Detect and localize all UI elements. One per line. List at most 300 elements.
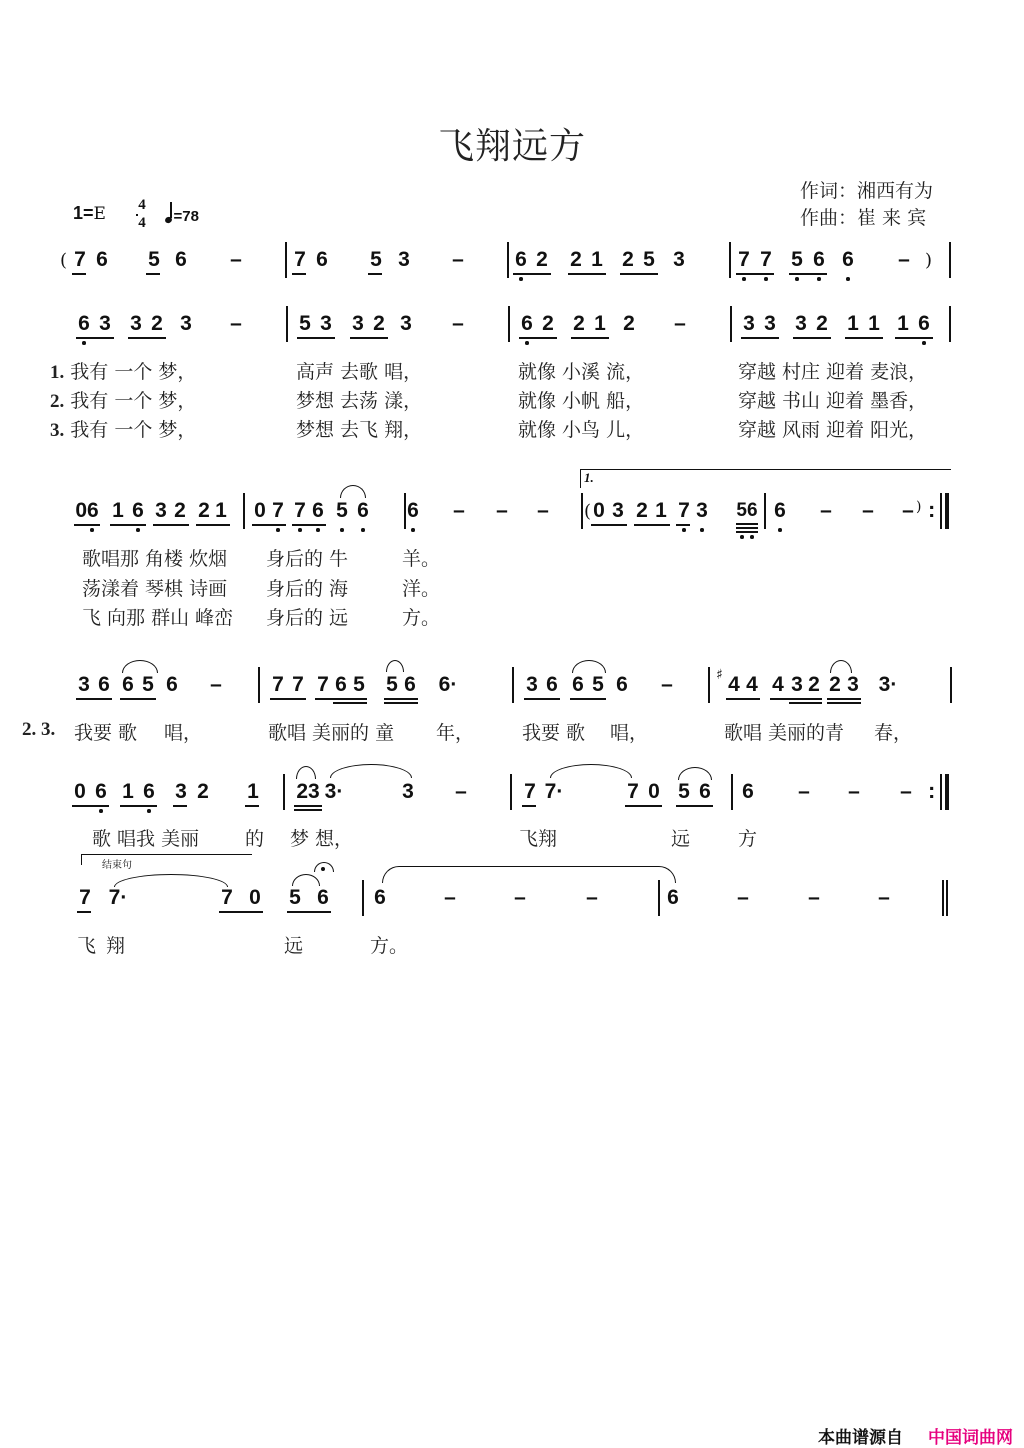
dash: – [453,499,465,522]
lyric-verse3-p1 [50,415,196,442]
beam [76,698,112,700]
low-dot [147,809,151,813]
final-barline [945,493,949,529]
volta-label: 1. [584,470,594,485]
note: 2 [829,673,841,696]
note: 1 [247,780,259,803]
tempo-value: =78 [173,208,199,225]
key-prefix: 1= [73,203,94,223]
lyric-verse1-p5: 歌唱那 角楼 炊烟 [82,548,228,570]
dash: – [878,886,890,909]
time-sig-divider [136,214,138,216]
slur [572,660,606,673]
note: 6 [357,499,369,522]
beam [384,698,418,700]
beam [252,524,286,526]
beam [524,698,560,700]
note: 7 [294,248,306,271]
note: 1 [215,499,227,522]
barline [950,667,952,703]
beam [128,337,166,339]
note: 2 [197,780,209,803]
slur [296,766,316,779]
note: 6 [546,673,558,696]
beam [519,337,557,339]
note-stem [170,202,172,218]
note: 1 [655,499,667,522]
composer-credit: 作曲：崔 来 宾 [800,207,927,229]
beam [297,337,335,339]
beam [736,531,758,533]
beam [292,524,326,526]
note: 7· [544,780,564,803]
note: 7· [108,886,128,909]
beam [219,911,263,913]
barline [285,242,287,278]
beam [173,805,187,807]
low-dot [750,535,754,539]
beam [76,337,114,339]
note: 6 [317,886,329,909]
note: 6 [774,499,786,522]
note: 6 [96,248,108,271]
dash: – [737,886,749,909]
lyric-chorus-b6: 方 [738,828,758,850]
note: 3 [526,673,538,696]
low-dot [795,277,799,281]
note: 5 [289,886,301,909]
note: 6 [122,673,134,696]
dash: – [808,886,820,909]
lyric-verse3-p5: 飞 向那 群山 峰峦 [82,607,234,629]
site-name-link[interactable]: 中国词曲网 [928,1428,1013,1448]
low-dot [922,341,926,345]
dash: – [452,248,464,271]
note: 2 [536,248,548,271]
note: 6 [374,886,386,909]
barline [283,774,285,810]
tie [330,764,412,778]
barline [243,493,245,529]
note: 7 [221,886,233,909]
note: 7 [524,780,536,803]
close-paren: ) [925,250,933,271]
staff-line-1 [0,248,1024,288]
barline [708,667,710,703]
beam [120,698,156,700]
low-dot [817,277,821,281]
note: 3 [847,673,859,696]
dash: – [455,780,467,803]
beam [522,805,536,807]
note: 7 [738,248,750,271]
note: 1 [591,248,603,271]
lyric-chorus-b5: 远 [671,828,691,850]
lyric-text: 我有 一个 梦， [70,390,197,412]
verse-number: 2. [50,391,65,412]
note: 3 [696,499,708,522]
barline [507,242,509,278]
beam [736,523,758,525]
low-dot [742,277,746,281]
lyric-chorus-c2: 翔 [106,935,126,957]
beam [591,524,627,526]
low-dot [316,528,320,532]
verse-number: 2. 3. [22,719,56,740]
note: 5 [336,499,348,522]
note: 6 [166,673,178,696]
beam [245,805,259,807]
note: 4 [728,673,740,696]
barline [942,880,944,916]
beam [333,702,367,704]
barline [949,306,951,342]
note: 0 [249,886,261,909]
note: 2 [151,312,163,335]
lyric-chorus-a1: 我要 歌 [74,722,138,744]
low-dot [99,809,103,813]
low-dot [298,528,302,532]
note: 1 [112,499,124,522]
staff-line-4 [0,667,1024,713]
tie [382,866,676,883]
beam [384,702,418,704]
dash: – [452,312,464,335]
open-paren: ( [60,250,68,271]
note: 6 [742,780,754,803]
repeat-sign: : [928,778,936,803]
note: 2 [174,499,186,522]
beam [153,524,189,526]
beam [726,698,760,700]
lyric-verse3-p7: 方。 [402,607,441,629]
beam [793,337,831,339]
note: 7 [760,248,772,271]
lyric-verse1-p4: 穿越 村庄 迎着 麦浪， [738,361,928,383]
note: 3 [764,312,776,335]
barline [258,667,260,703]
barline [949,242,951,278]
note: 7 [678,499,690,522]
ending-label: 结束句 [102,860,132,871]
lyric-chorus-c4: 方。 [370,935,409,957]
note: 3 [99,312,111,335]
note: 3 [320,312,332,335]
note: 6 [407,499,419,522]
staff-line-2 [0,312,1024,352]
dash: – [798,780,810,803]
barline [508,306,510,342]
lyric-verse2-p6: 身后的 海 [266,578,349,600]
tie [550,764,632,778]
dash: – [848,780,860,803]
lyric-chorus-a8: 春， [874,722,913,744]
note: 2 [623,312,635,335]
lyric-chorus-b1: 歌 唱我 美丽 [92,828,200,850]
lyricist-credit: 作词：湘西有为 [800,180,934,202]
lyric-chorus-c3: 远 [284,935,304,957]
note: 6 [918,312,930,335]
beam [676,805,713,807]
low-dot [411,528,415,532]
note: 3 [352,312,364,335]
barline [510,774,512,810]
note: 2 [542,312,554,335]
lyric-verse2-p3: 就像 小帆 船， [518,390,645,412]
note: 1 [868,312,880,335]
close-paren: ) [916,499,922,515]
note: 6 [667,886,679,909]
dash: – [444,886,456,909]
note: 6 [616,673,628,696]
time-sig-top: 4 [138,197,146,213]
beam [620,273,658,275]
note: 6 [515,248,527,271]
open-paren: ( [584,501,592,522]
dash: – [514,886,526,909]
note: 3 [180,312,192,335]
note: 5 [592,673,604,696]
note: 2 [808,673,820,696]
barline [512,667,514,703]
lyric-verse3-p4: 穿越 风雨 迎着 阳光， [738,419,928,441]
note: 7 [272,499,284,522]
barline [581,493,583,529]
repeat-sign: : [928,497,936,522]
beam [625,805,662,807]
lyric-verse1-p3: 就像 小溪 流， [518,361,645,383]
note: 7 [74,248,86,271]
barline [764,493,766,529]
beam [895,337,933,339]
low-dot [700,528,704,532]
slur [386,660,404,672]
note: 7 [627,780,639,803]
slur [292,874,320,886]
beam [736,273,774,275]
song-title: 飞翔远方 [437,126,586,167]
beam [110,524,146,526]
sharp-icon: ♯ [716,667,723,683]
beam [292,273,306,275]
staff-line-5 [0,780,1024,820]
dash: – [210,673,222,696]
final-barline [945,774,949,810]
slur [340,485,366,498]
lyric-chorus-a2: 唱， [164,722,203,744]
beam [570,698,606,700]
quarter-note-icon [164,216,173,224]
note: 6 [572,673,584,696]
beam [120,805,157,807]
note: 3 [78,673,90,696]
note: 6· [438,673,458,696]
note: 56 [736,500,758,521]
staff-line-3 [0,499,1024,539]
lyric-verse1-p7: 羊。 [402,548,441,570]
note: 3 [795,312,807,335]
beam [77,911,91,913]
fermata-icon [314,862,334,872]
note: 6 [699,780,711,803]
lyric-verse2-p7: 洋。 [402,578,441,600]
lyric-verse2-p2: 梦想 去荡 漾， [296,390,423,412]
low-dot [846,277,850,281]
note: 7 [292,673,304,696]
beam [827,698,861,700]
low-dot [682,528,686,532]
note: 6 [175,248,187,271]
beam [368,273,382,275]
lyric-chorus-b3: 梦 想， [290,828,354,850]
note: 0 [593,499,605,522]
lyric-text: 我有 一个 梦， [70,361,197,383]
dash: – [496,499,508,522]
note: 0 [74,780,86,803]
note: 5 [370,248,382,271]
note: 23 [296,780,320,803]
note: 3 [130,312,142,335]
lyric-verse3-p3: 就像 小鸟 儿， [518,419,645,441]
beam [72,273,86,275]
volta-bracket-1 [580,469,951,488]
note: 2 [816,312,828,335]
note: 1 [594,312,606,335]
note: 1 [122,780,134,803]
beam [513,273,551,275]
barline [940,493,942,529]
beam [315,698,367,700]
low-dot [136,528,140,532]
beam [287,911,331,913]
note: 6 [132,499,144,522]
dash: – [230,248,242,271]
note: 0 [254,499,266,522]
note: 3 [155,499,167,522]
lyric-chorus-b4: 飞翔 [519,828,558,850]
beam [770,698,822,700]
note: 6 [842,248,854,271]
slur [122,660,158,673]
dash: – [230,312,242,335]
note: 5 [791,248,803,271]
dash: – [661,673,673,696]
lyric-verse2-p5: 荡漾着 琴棋 诗画 [82,578,228,600]
low-dot [276,528,280,532]
time-sig-bottom: 4 [138,215,146,231]
dash: – [820,499,832,522]
note: 7 [294,499,306,522]
beam [146,273,160,275]
lyric-chorus-b2: 的 [245,828,265,850]
low-dot [764,277,768,281]
low-dot [82,341,86,345]
lyric-chorus-a7: 歌唱 美丽的青 [724,722,845,744]
final-barline [946,880,948,916]
note: 3 [402,780,414,803]
note: 7 [272,673,284,696]
barline [729,242,731,278]
beam [350,337,388,339]
verse-number: 3. [50,420,65,441]
low-dot [340,528,344,532]
beam [789,273,827,275]
source-label: 本曲谱源自 [818,1428,903,1448]
lyric-verse2-p4: 穿越 书山 迎着 墨香， [738,390,928,412]
beam [827,702,861,704]
beam [571,337,609,339]
barline [658,880,660,916]
note: 5 [386,673,398,696]
staff-line-6 [0,886,1024,926]
tie [114,874,228,887]
low-dot [90,528,94,532]
dash: – [586,886,598,909]
note: 3· [878,673,898,696]
beam [845,337,883,339]
lyric-chorus-a6: 唱， [610,722,649,744]
note: 06 [75,499,99,522]
note: 2 [573,312,585,335]
lyric-chorus-num [22,718,55,741]
dash: – [674,312,686,335]
beam [568,273,606,275]
note: 2 [198,499,210,522]
beam [676,524,690,526]
note: 3 [400,312,412,335]
beam [74,524,100,526]
low-dot [740,535,744,539]
low-dot [361,528,365,532]
dash: – [902,499,914,522]
beam [294,805,322,807]
note: 5 [142,673,154,696]
lyric-chorus-a4: 年， [436,722,475,744]
barline [362,880,364,916]
low-dot [778,528,782,532]
beam [634,524,670,526]
dash: – [900,780,912,803]
note: 6 [95,780,107,803]
dash: – [862,499,874,522]
note: 3 [398,248,410,271]
barline [730,306,732,342]
lyric-verse1-p1 [50,357,196,384]
note: 3 [673,248,685,271]
note: 3 [175,780,187,803]
note: 5 [678,780,690,803]
note: 6 [98,673,110,696]
lyric-verse3-p2: 梦想 去飞 翔， [296,419,423,441]
note: 7 [79,886,91,909]
dash: – [537,499,549,522]
note: 5 [643,248,655,271]
note: 6 [813,248,825,271]
note: 2 [622,248,634,271]
note: 0 [648,780,660,803]
note: 7 [317,673,329,696]
key-signature [73,203,106,224]
note: 6 [78,312,90,335]
note: 3 [791,673,803,696]
note: 5 [148,248,160,271]
lyric-chorus-a5: 我要 歌 [522,722,586,744]
beam [736,527,758,529]
note: 6 [335,673,347,696]
note: 2 [570,248,582,271]
note: 6 [143,780,155,803]
barline [286,306,288,342]
